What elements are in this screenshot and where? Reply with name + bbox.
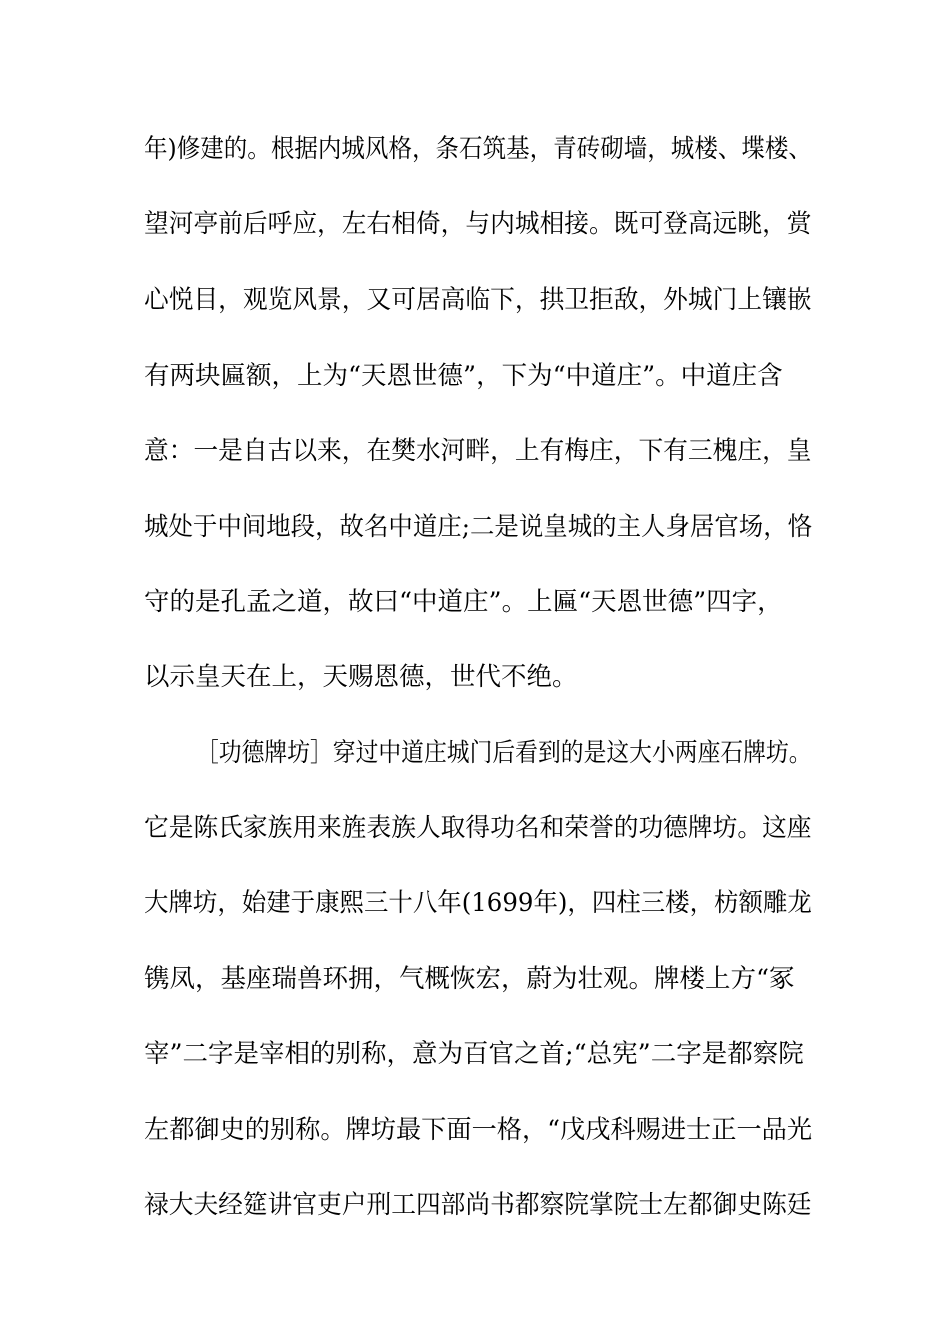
text-line: 左都御史的别称。牌坊最下面一格，“戊戌科赐进士正一品光	[144, 1115, 813, 1145]
text-line: 宰”二字是宰相的别称，意为百官之首;“总宪”二字是都察院	[144, 1039, 804, 1069]
text-line: 守的是孔孟之道，故曰“中道庄”。上匾“天恩世德”四字，	[144, 587, 783, 617]
text-line: 望河亭前后呼应，左右相倚，与内城相接。既可登高远眺，赏	[144, 209, 812, 239]
text-line: 有两块匾额，上为“天恩世德”，下为“中道庄”。中道庄含	[144, 361, 783, 391]
paragraph-heading-line: ［功德牌坊］穿过中道庄城门后看到的是这大小两座石牌坊。	[196, 738, 812, 768]
text-line: 禄大夫经筵讲官吏户刑工四部尚书都察院掌院士左都御史陈廷	[144, 1190, 812, 1220]
text-line: 意：一是自古以来，在樊水河畔，上有梅庄，下有三槐庄，皇	[144, 436, 812, 466]
text-line: 城处于中间地段，故名中道庄;二是说皇城的主人身居官场，恪	[144, 512, 813, 542]
text-line: 大牌坊，始建于康熙三十八年(1699年)，四柱三楼，枋额雕龙	[144, 888, 812, 918]
text-line: 心悦目，观览风景，又可居高临下，拱卫拒敌，外城门上镶嵌	[144, 285, 812, 315]
text-line: 以示皇天在上，天赐恩德，世代不绝。	[144, 662, 578, 692]
text-line: 镌凤，基座瑞兽环拥，气概恢宏，蔚为壮观。牌楼上方“冢	[144, 964, 795, 994]
text-line: 年)修建的。根据内城风格，条石筑基，青砖砌墙，城楼、堞楼、	[144, 134, 812, 164]
text-line: 它是陈氏家族用来旌表族人取得功名和荣誉的功德牌坊。这座	[144, 813, 812, 843]
